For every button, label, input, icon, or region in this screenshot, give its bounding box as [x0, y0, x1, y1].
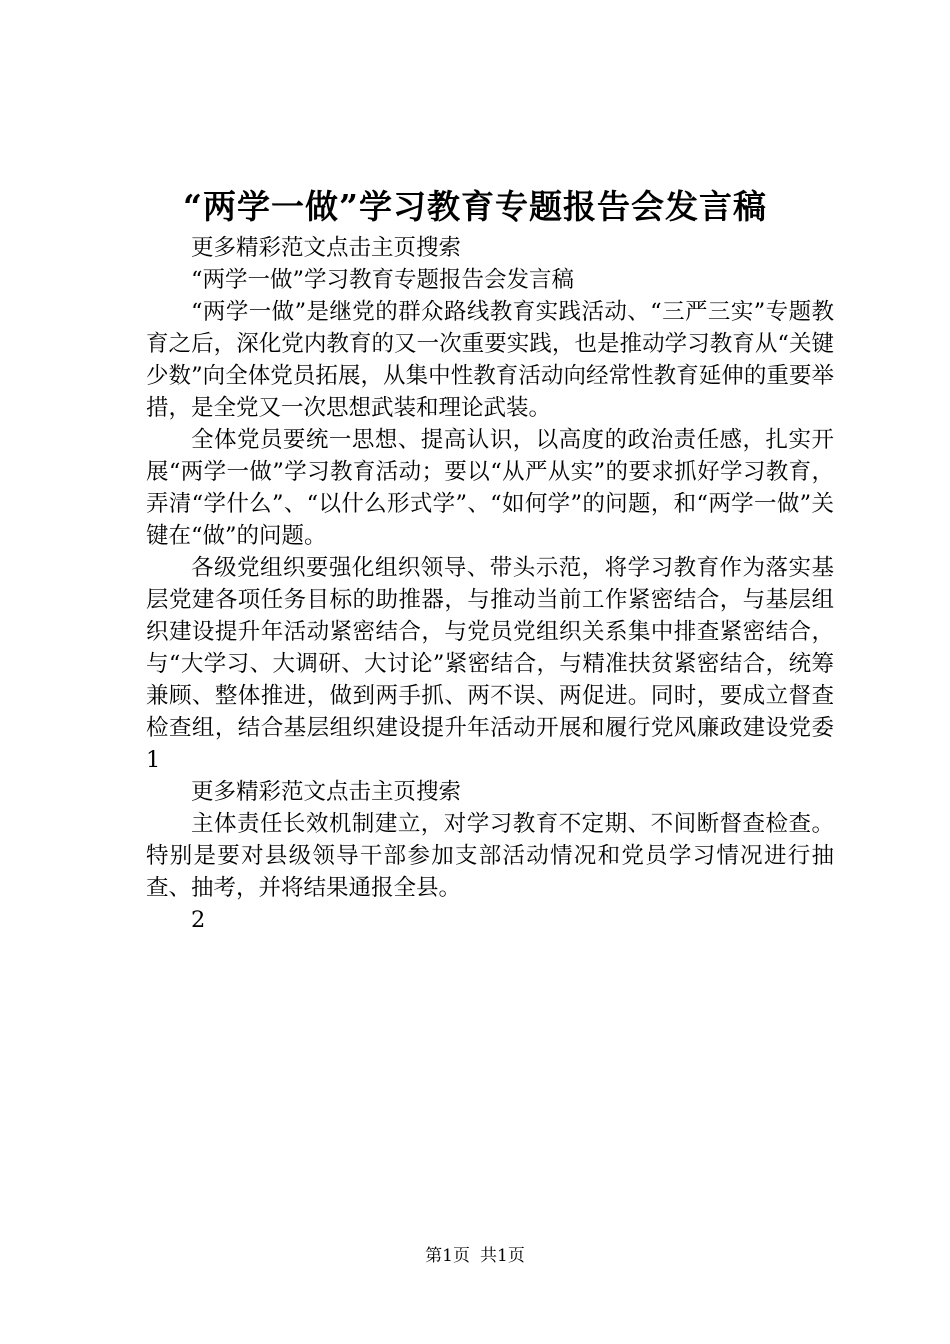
body-paragraph: 主体责任长效机制建立，对学习教育不定期、不间断督查检查。特别是要对县级领导干部参加支部活动情况和党员学习情况进行抽查、抽考，并将结果通报全县。: [146, 811, 834, 901]
document-title: “两学一做”学习教育专题报告会发言稿: [183, 187, 767, 226]
body-paragraph: 全体党员要统一思想、提高认识，以高度的政治责任感，扎实开展“两学一做”学习教育活动；要以“从严从实”的要求抓好学习教育，弄清“学什么”、“以什么形式学”、“如何学”的问题，和“两学一做”关键在“做”的问题。: [146, 427, 834, 549]
subtitle-line: “两学一做”学习教育专题报告会发言稿: [191, 267, 575, 293]
body-paragraph: “两学一做”是继党的群众路线教育实践活动、“三严三实”专题教育之后，深化党内教育的又一次重要实践，也是推动学习教育从“关键少数”向全体党员拓展，从集中性教育活动向经常性教育延伸的重要举措，是全党又一次思想武装和理论武装。: [146, 299, 834, 421]
document-body: [146, 232, 834, 936]
page-footer: [0, 1244, 950, 1268]
promo-line: 更多精彩范文点击主页搜索: [191, 235, 462, 261]
page-total: 共1页: [480, 1246, 525, 1266]
page-current: 第1页: [425, 1246, 470, 1266]
body-paragraph: 各级党组织要强化组织领导、带头示范，将学习教育作为落实基层党建各项任务目标的助推器，与推动当前工作紧密结合，与基层组织建设提升年活动紧密结合，与党员党组织关系集中排查紧密结合，与“大学习、大调研、大讨论”紧密结合，与精准扶贫紧密结合，统筹兼顾、整体推进，做到两手抓、两不误、两促进。同时，要成立督查检查组，结合基层组织建设提升年活动开展和履行党风廉政建设党委1: [146, 555, 834, 773]
promo-line: 更多精彩范文点击主页搜索: [191, 779, 462, 805]
page-marker: 2: [191, 907, 206, 933]
